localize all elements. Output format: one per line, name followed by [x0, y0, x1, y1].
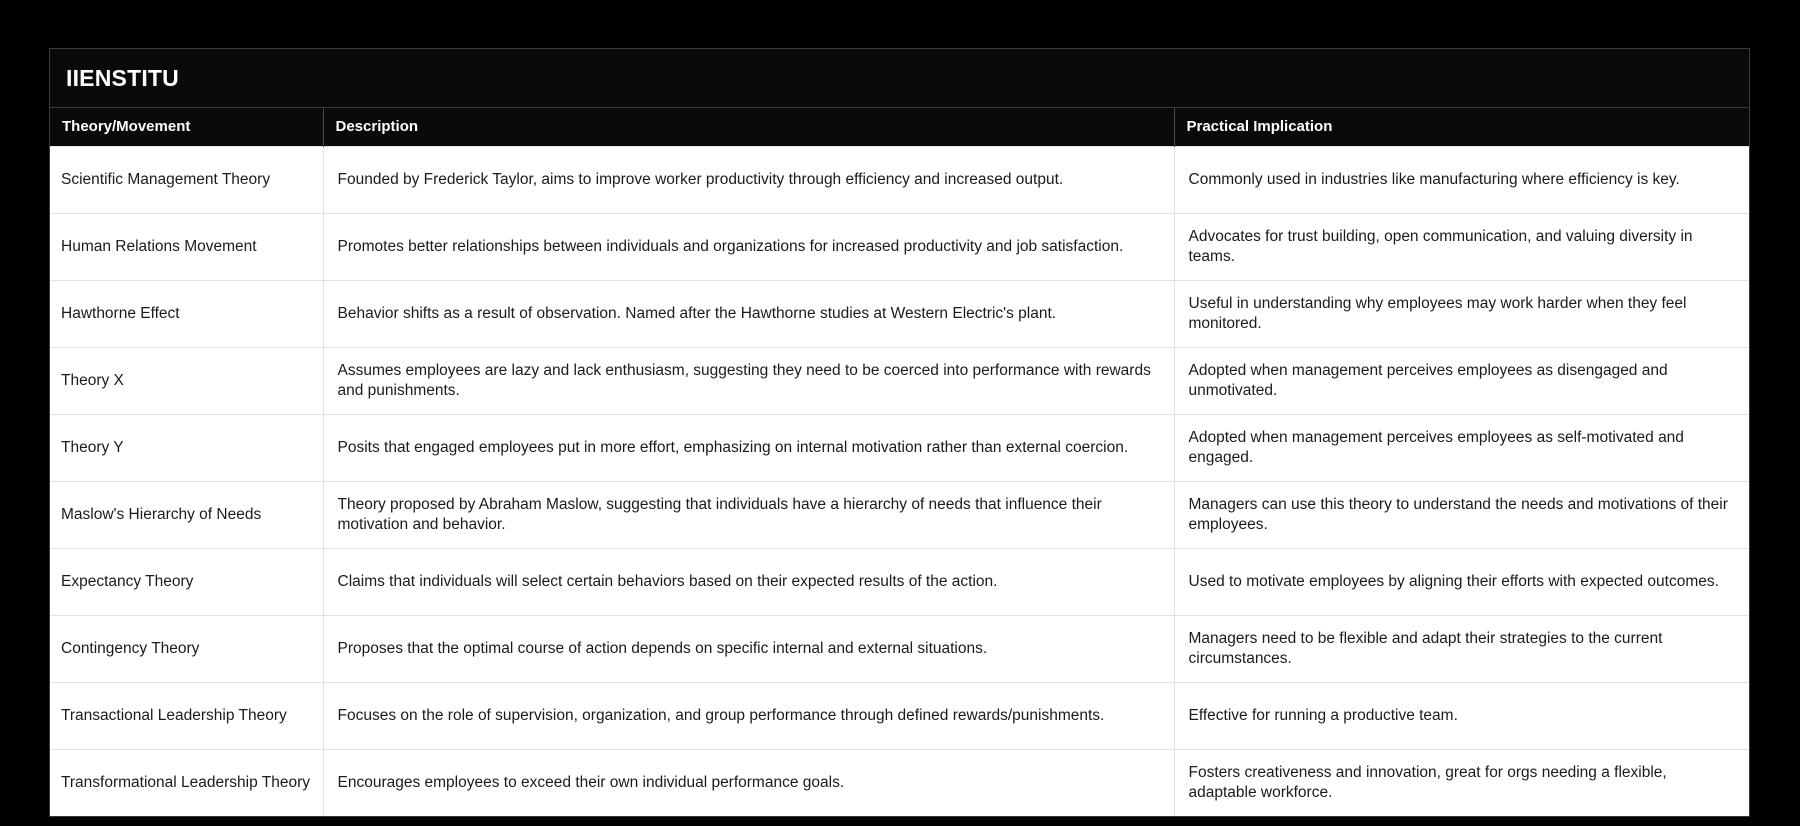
column-header-description: Description — [323, 108, 1174, 147]
table-row — [50, 348, 1749, 415]
table-row — [50, 683, 1749, 750]
cell-implication: Used to motivate employees by aligning their efforts with expected outcomes. — [1174, 549, 1749, 616]
table-header — [50, 108, 1749, 147]
cell-description: Posits that engaged employees put in more effort, emphasizing on internal motivation rather than external coercion. — [323, 415, 1174, 482]
cell-implication: Managers can use this theory to understand the needs and motivations of their employees. — [1174, 482, 1749, 549]
table-row — [50, 616, 1749, 683]
management-theories-table — [50, 108, 1749, 816]
cell-theory: Theory X — [50, 348, 323, 415]
cell-implication: Adopted when management perceives employees as self-motivated and engaged. — [1174, 415, 1749, 482]
cell-implication: Advocates for trust building, open communication, and valuing diversity in teams. — [1174, 214, 1749, 281]
table-row — [50, 214, 1749, 281]
cell-description: Encourages employees to exceed their own individual performance goals. — [323, 750, 1174, 817]
cell-description: Focuses on the role of supervision, organization, and group performance through defined rewards/punishments. — [323, 683, 1174, 750]
cell-implication: Fosters creativeness and innovation, great for orgs needing a flexible, adaptable workforce. — [1174, 750, 1749, 817]
cell-description: Behavior shifts as a result of observation. Named after the Hawthorne studies at Western Electric's plant. — [323, 281, 1174, 348]
column-header-implication: Practical Implication — [1174, 108, 1749, 147]
table-row — [50, 281, 1749, 348]
table-row — [50, 415, 1749, 482]
table-header-row — [50, 108, 1749, 147]
brand-logo-text: IIENSTITU — [66, 64, 179, 91]
cell-implication: Commonly used in industries like manufacturing where efficiency is key. — [1174, 147, 1749, 214]
cell-description: Promotes better relationships between individuals and organizations for increased productivity and job satisfaction. — [323, 214, 1174, 281]
cell-theory: Contingency Theory — [50, 616, 323, 683]
table-row — [50, 549, 1749, 616]
cell-theory: Scientific Management Theory — [50, 147, 323, 214]
cell-theory: Maslow's Hierarchy of Needs — [50, 482, 323, 549]
cell-theory: Human Relations Movement — [50, 214, 323, 281]
table-row — [50, 750, 1749, 817]
column-header-theory: Theory/Movement — [50, 108, 323, 147]
cell-description: Claims that individuals will select certain behaviors based on their expected results of the action. — [323, 549, 1174, 616]
cell-description: Assumes employees are lazy and lack enthusiasm, suggesting they need to be coerced into performance with rewards and punishments. — [323, 348, 1174, 415]
cell-implication: Useful in understanding why employees may work harder when they feel monitored. — [1174, 281, 1749, 348]
theories-table-card — [49, 48, 1750, 817]
cell-theory: Hawthorne Effect — [50, 281, 323, 348]
table-row — [50, 482, 1749, 549]
cell-description: Proposes that the optimal course of action depends on specific internal and external situations. — [323, 616, 1174, 683]
cell-description: Theory proposed by Abraham Maslow, suggesting that individuals have a hierarchy of needs that influence their motivation and behavior. — [323, 482, 1174, 549]
cell-theory: Expectancy Theory — [50, 549, 323, 616]
cell-theory: Transactional Leadership Theory — [50, 683, 323, 750]
cell-theory: Transformational Leadership Theory — [50, 750, 323, 817]
cell-implication: Managers need to be flexible and adapt their strategies to the current circumstances. — [1174, 616, 1749, 683]
cell-implication: Effective for running a productive team. — [1174, 683, 1749, 750]
table-body — [50, 147, 1749, 817]
table-title-bar — [50, 49, 1749, 108]
table-row — [50, 147, 1749, 214]
cell-theory: Theory Y — [50, 415, 323, 482]
cell-implication: Adopted when management perceives employees as disengaged and unmotivated. — [1174, 348, 1749, 415]
cell-description: Founded by Frederick Taylor, aims to improve worker productivity through efficiency and increased output. — [323, 147, 1174, 214]
